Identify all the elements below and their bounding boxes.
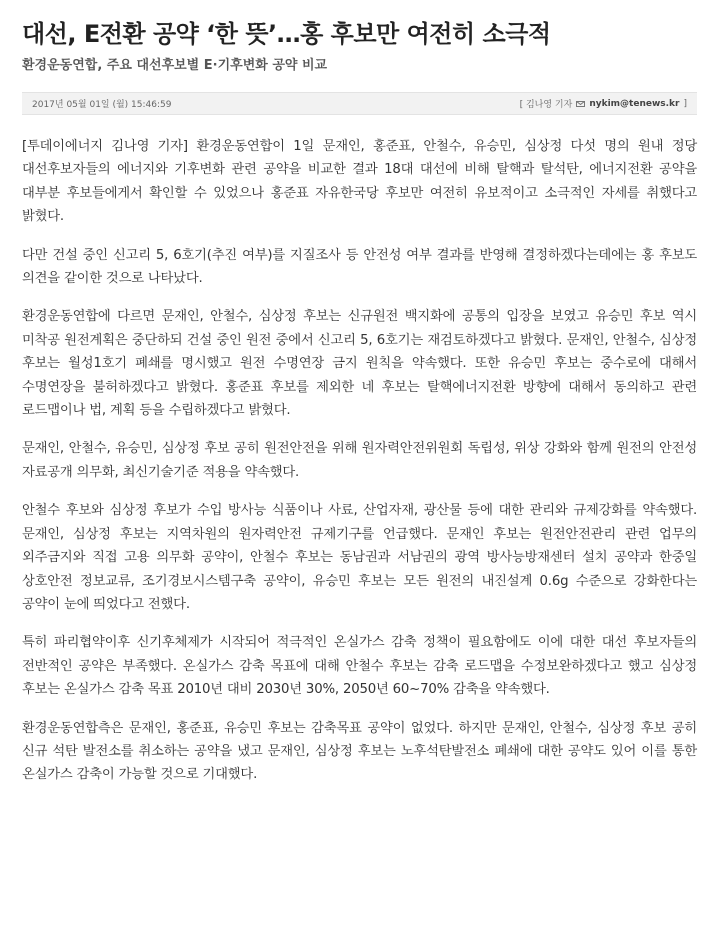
article-subheadline: 환경운동연합, 주요 대선후보별 E·기후변화 공약 비교 xyxy=(22,58,328,73)
mail-icon xyxy=(576,101,585,107)
article-body xyxy=(22,135,697,787)
author-name: [ 김나영 기자 xyxy=(519,100,573,110)
article-paragraph: 문재인, 안철수, 유승민, 심상정 후보 공히 원전안전을 위해 원자력안전위원회 독립성, 위상 강화와 함께 원전의 안전성 자료공개 의무화, 최신기술기준 적용을 약속했다. xyxy=(22,441,697,480)
article-paragraph: 다만 건설 중인 신고리 5, 6호기(추진 여부)를 지질조사 등 안전성 여부 결과를 반영해 결정하겠다는데에는 홍 후보도 의견을 같이한 것으로 나타났다. xyxy=(22,247,697,287)
byline xyxy=(520,97,687,110)
article-headline: 대선, E전환 공약 ‘한 뜻’…홍 후보만 여전히 소극적 xyxy=(22,20,551,48)
publish-date: 2017년 05월 01일 (월) 15:46:59 xyxy=(32,100,172,110)
article-paragraph: 환경운동연합에 다르면 문재인, 안철수, 심상정 후보는 신규원전 백지화에 공통의 입장을 보였고 유승민 후보 역시 미착공 원전계획은 중단하되 건설 중인 원전 중에서 신고리 5, 6호기는 재검토하겠다고 밝혔다. 문재인, 안철수, 심상정 후보는 월성1호기 폐쇄를 명시했고 원전 수명연장 금지 원칙을 약속했다. 또한 유승민 후보는 중수로에 대해서 수명연장을 불허하겠다고 밝혔다. 홍준표 후보를 제외한 네 후보는 탈핵에너지전환 방향에 대해서 동의하고 관련 로드맵이나 법, 계획 등을 수립하겠다고 밝혔다. xyxy=(22,309,697,419)
article-paragraph: [투데이에너지 김나영 기자] 환경운동연합이 1일 문재인, 홍준표, 안철수, 유승민, 심상정 다섯 명의 원내 정당 대선후보자들의 에너지와 기후변화 관련 공약을 비교한 결과 18대 대선에 비해 탈핵과 탈석탄, 에너지전환 공약을 대부분 후보들에게서 확인할 수 있었으나 홍준표 자유한국당 후보만 여전히 유보적이고 소극적인 자세를 취했다고 밝혔다. xyxy=(22,139,697,225)
article-paragraph: 안철수 후보와 심상정 후보가 수입 방사능 식품이나 사료, 산업자재, 광산물 등에 대한 관리와 규제강화를 약속했다. 문재인, 심상정 후보는 지역차원의 원자력안전 규제기구를 언급했다. 문재인 후보는 원전안전관리 관련 업무의 외주금지와 직접 고용 의무화 공약이, 안철수 후보는 동남권과 서남권의 광역 방사능방재센터 설치 공약과 한중일 상호안전 정보교류, 조기경보시스템구축 공약이, 유승민 후보는 모든 원전의 내진설계 0.6g 수준으로 강화한다는 공약이 눈에 띄었다고 전했다. xyxy=(22,503,697,612)
author-email-link[interactable]: nykim@tenews.kr xyxy=(589,98,680,109)
article-paragraph: 특히 파리협약이후 신기후체제가 시작되어 적극적인 온실가스 감축 정책이 필요함에도 이에 대한 대선 후보자들의 전반적인 공약은 부족했다. 온실가스 감축 목표에 대해 안철수 후보는 감축 로드맵을 수정보완하겠다고 했고 심상정 후보는 온실가스 감축 목표 2010년 대비 2030년 30%, 2050년 60~70% 감축을 약속했다. xyxy=(22,635,697,698)
article-meta-bar xyxy=(22,92,697,115)
article-paragraph: 환경운동연합측은 문재인, 홍준표, 유승민 후보는 감축목표 공약이 없었다. 하지만 문재인, 안철수, 심상정 후보 공히 신규 석탄 발전소를 취소하는 공약을 냈고 문재인, 심상정 후보는 노후석탄발전소 폐쇄에 대한 공약도 있어 이를 통한 온실가스 감축이 가능할 것으로 기대했다. xyxy=(22,720,697,783)
byline-close-bracket: ] xyxy=(683,98,687,109)
